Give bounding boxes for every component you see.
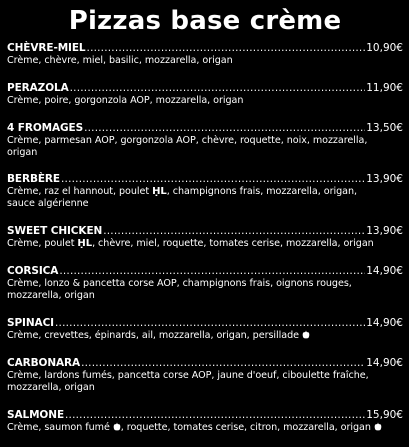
item-name: PERAZOLA	[7, 82, 69, 94]
item-description: Crème, raz el hannout, poulet ḤL, champignons frais, mozzarella, origan,	[7, 186, 357, 197]
item-price: 13,90€	[366, 173, 403, 185]
item-name: CORSICA	[7, 265, 59, 277]
fish-icon	[113, 422, 121, 431]
dot-leader	[61, 173, 365, 186]
item-description: Crème, poire, gorgonzola AOP, mozzarella, origan	[7, 95, 244, 106]
dot-leader	[55, 317, 365, 330]
item-name: 4 FROMAGES	[7, 122, 84, 134]
menu-item-chevre-miel	[7, 42, 403, 67]
item-price: 14,90€	[366, 357, 403, 369]
item-price: 14,90€	[366, 317, 403, 329]
dot-leader	[65, 409, 365, 422]
item-description: Crème, chèvre, miel, basilic, mozzarella, origan	[7, 55, 233, 66]
item-description: Crème, lonzo & pancetta corse AOP, champignons frais, oignons rouges,	[7, 278, 352, 289]
item-price: 13,90€	[366, 225, 403, 237]
item-price: 10,90€	[366, 42, 403, 54]
pepper-icon	[302, 330, 310, 339]
dot-leader	[81, 357, 365, 370]
dot-leader	[70, 82, 366, 95]
item-description-continued: mozzarella, origan	[7, 290, 95, 301]
dot-leader	[59, 265, 365, 278]
menu-item-corsica	[7, 265, 403, 302]
item-description-continued: sauce algérienne	[7, 198, 89, 209]
menu-item-salmone	[7, 409, 403, 434]
menu-item-sweet-chicken	[7, 225, 403, 250]
menu-item-perazola	[7, 82, 403, 107]
page-title: Pizzas base crème	[68, 6, 342, 36]
item-name: SWEET CHICKEN	[7, 225, 103, 237]
dot-leader	[84, 122, 365, 135]
item-description: Crème, poulet ḤL, chèvre, miel, roquette, tomates cerise, mozzarella, origan	[7, 238, 374, 249]
item-name: SALMONE	[7, 409, 65, 421]
item-name: CARBONARA	[7, 357, 81, 369]
menu-item-spinaci	[7, 317, 403, 342]
item-price: 11,90€	[366, 82, 403, 94]
item-name: SPINACI	[7, 317, 54, 329]
item-description-continued: origan	[7, 147, 38, 158]
menu-item-carbonara	[7, 357, 403, 394]
pepper-icon	[374, 422, 382, 431]
halal-icon: ḤL	[152, 186, 167, 197]
item-description: Crème, crevettes, épinards, ail, mozzarella, origan, persillade	[7, 330, 403, 342]
item-price: 15,90€	[366, 409, 403, 421]
dot-leader	[103, 225, 365, 238]
dot-leader	[87, 42, 366, 55]
item-description: Crème, lardons fumés, pancetta corse AOP, jaune d'oeuf, ciboulette fraîche,	[7, 370, 369, 381]
item-description: Crème, parmesan AOP, gorgonzola AOP, chèvre, roquette, noix, mozzarella,	[7, 135, 368, 146]
item-price: 13,50€	[366, 122, 403, 134]
menu-item-4-fromages	[7, 122, 403, 159]
item-description: Crème, saumon fumé , roquette, tomates cerise, citron, mozzarella, origan	[7, 422, 403, 434]
item-description-continued: mozzarella, origan	[7, 382, 95, 393]
item-price: 14,90€	[366, 265, 403, 277]
halal-icon: ḤL	[77, 238, 93, 249]
menu-item-berbere	[7, 173, 403, 210]
item-name: CHÈVRE-MIEL	[7, 42, 86, 54]
item-name: BERBÈRE	[7, 173, 60, 185]
